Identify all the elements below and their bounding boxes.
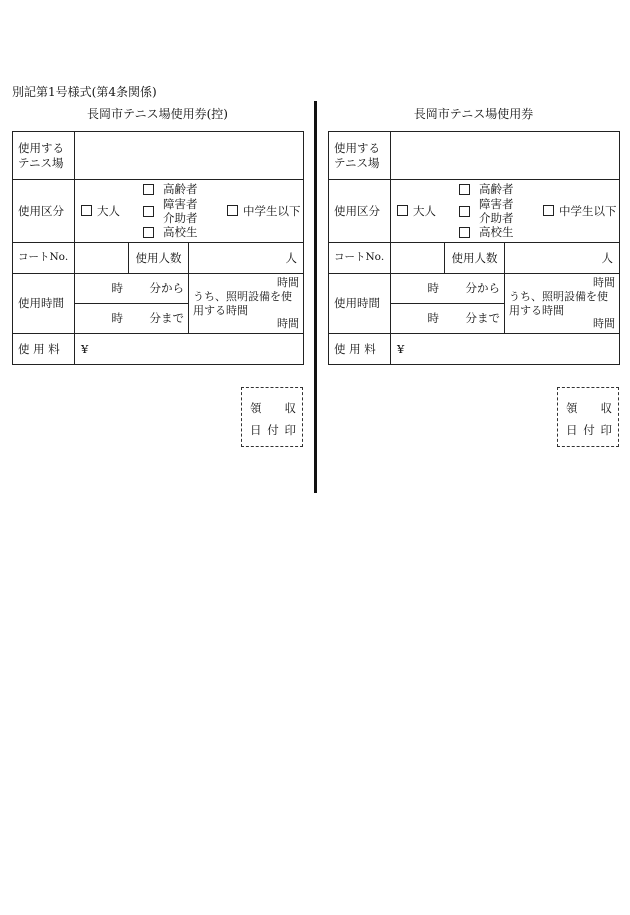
option-senior[interactable]: 高齢者 — [143, 182, 225, 196]
ticket-title: 長岡市テニス場使用券 — [413, 107, 534, 121]
option-senior[interactable]: 高齢者 — [459, 182, 541, 196]
lighting-hours-field[interactable]: 時間 うち、照明設備を使 用する時間 時間 — [505, 274, 620, 334]
class-options — [391, 180, 620, 243]
checkbox-icon[interactable] — [459, 184, 470, 195]
venue-label: 使用する テニス場 — [13, 132, 75, 180]
receipt-stamp-box: 領 収 日 付 印 — [241, 387, 303, 447]
option-highschool[interactable]: 高校生 — [143, 225, 225, 239]
checkbox-icon[interactable] — [397, 205, 408, 216]
time-label: 使用時間 — [13, 274, 75, 334]
ticket-title: 長岡市テニス場使用券(控) — [87, 107, 228, 121]
class-label: 使用区分 — [329, 180, 391, 243]
time-label: 使用時間 — [329, 274, 391, 334]
court-label: コートNo. — [13, 243, 75, 274]
form-number-label: 別記第1号様式(第4条関係) — [12, 85, 157, 99]
end-time-field[interactable]: 時 分まで — [391, 304, 505, 334]
fee-label: 使 用 料 — [329, 334, 391, 365]
start-time-field[interactable]: 時 分から — [391, 274, 505, 304]
fee-label: 使 用 料 — [13, 334, 75, 365]
checkbox-icon[interactable] — [143, 184, 154, 195]
receipt-stamp-box: 領 収 日 付 印 — [557, 387, 619, 447]
option-adult[interactable]: 大人 — [391, 204, 459, 218]
yen-symbol: ¥ — [397, 341, 405, 356]
checkbox-icon[interactable] — [81, 205, 92, 216]
option-junior[interactable]: 中学生以下 — [225, 204, 303, 218]
option-disabled[interactable]: 障害者 介助者 — [459, 197, 541, 226]
venue-field[interactable] — [75, 132, 304, 180]
class-label: 使用区分 — [13, 180, 75, 243]
headcount-label: 使用人数 — [129, 243, 189, 274]
headcount-label: 使用人数 — [445, 243, 505, 274]
court-field[interactable] — [391, 243, 445, 274]
checkbox-icon[interactable] — [143, 206, 154, 217]
checkbox-icon[interactable] — [459, 227, 470, 238]
checkbox-icon[interactable] — [543, 205, 554, 216]
checkbox-icon[interactable] — [459, 206, 470, 217]
fee-field[interactable] — [75, 334, 304, 365]
option-disabled[interactable]: 障害者 介助者 — [143, 197, 225, 226]
cut-line — [314, 101, 317, 493]
option-highschool[interactable]: 高校生 — [459, 225, 541, 239]
headcount-unit: 人 — [505, 243, 620, 274]
ticket-table — [12, 131, 304, 365]
fee-field[interactable] — [391, 334, 620, 365]
lighting-hours-field[interactable]: 時間 うち、照明設備を使 用する時間 時間 — [189, 274, 304, 334]
headcount-unit: 人 — [189, 243, 304, 274]
end-time-field[interactable]: 時 分まで — [75, 304, 189, 334]
start-time-field[interactable]: 時 分から — [75, 274, 189, 304]
court-label: コートNo. — [329, 243, 391, 274]
option-junior[interactable]: 中学生以下 — [541, 204, 619, 218]
yen-symbol: ¥ — [81, 341, 89, 356]
option-adult[interactable]: 大人 — [75, 204, 143, 218]
venue-label: 使用する テニス場 — [329, 132, 391, 180]
court-field[interactable] — [75, 243, 129, 274]
ticket-table — [328, 131, 620, 365]
checkbox-icon[interactable] — [227, 205, 238, 216]
checkbox-icon[interactable] — [143, 227, 154, 238]
venue-field[interactable] — [391, 132, 620, 180]
class-options — [75, 180, 304, 243]
